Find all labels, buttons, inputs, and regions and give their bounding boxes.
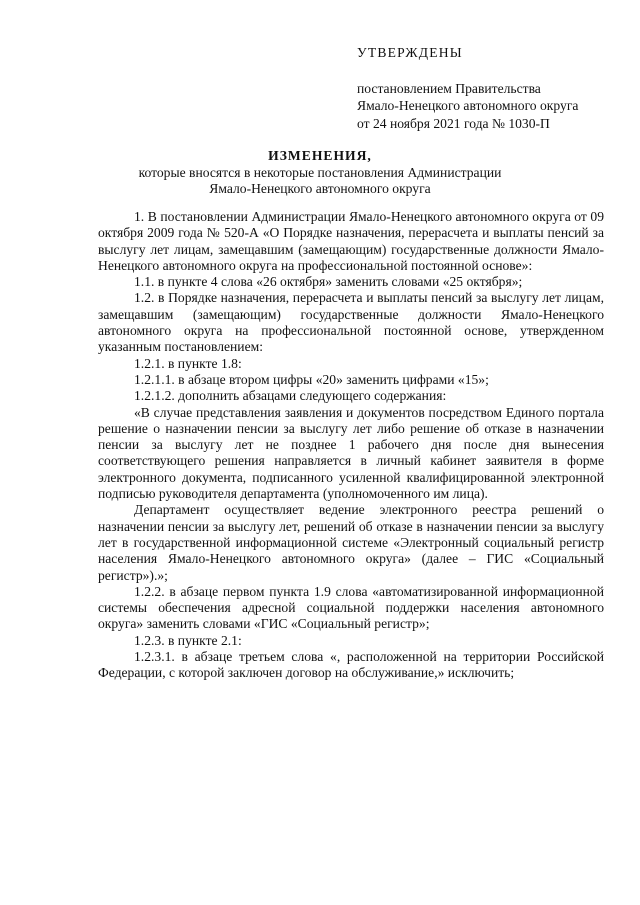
document-header bbox=[0, 148, 640, 198]
approval-line-3: от 24 ноября 2021 года № 1030-П bbox=[357, 115, 550, 131]
approval-title: УТВЕРЖДЕНЫ bbox=[357, 45, 463, 60]
approval-line-1: постановлением Правительства bbox=[357, 80, 541, 96]
approval-line-2: Ямало-Ненецкого автономного округа bbox=[357, 98, 579, 113]
paragraph-1-1: 1.1. в пункте 4 слова «26 октября» заменить словами «25 октября»; bbox=[134, 274, 523, 290]
quoted-paragraph-2: Департамент осуществляет ведение электронного реестра решений о назначении пенсии за выслугу лет, решений об отказе в назначении пенсии за выслугу лет в государственной информационной системе «Электронный социальный регистр населения Ямало-Ненецкого автономного округа» (далее – ГИС «Социальный регистр»).»; bbox=[98, 502, 604, 583]
document-subtitle-1: которые вносятся в некоторые постановления Администрации bbox=[138, 164, 502, 180]
paragraph-1-2-1: 1.2.1. в пункте 1.8: bbox=[134, 355, 242, 371]
document-body bbox=[98, 209, 604, 682]
document-subtitle-2: Ямало-Ненецкого автономного округа bbox=[209, 181, 431, 196]
paragraph-1: 1. В постановлении Администрации Ямало-Ненецкого автономного округа от 09 октября 2009 года № 520-А «О Порядке назначения, перерасчета и выплаты пенсий за выслугу лет лицам, замещавшим (замещающим) государственные должности Ямало-Ненецкого автономного округа на профессиональной постоянной основе»: bbox=[98, 209, 604, 273]
paragraph-1-2-1-2: 1.2.1.2. дополнить абзацами следующего содержания: bbox=[134, 388, 447, 404]
paragraph-1-2-3: 1.2.3. в пункте 2.1: bbox=[134, 632, 242, 648]
paragraph-1-2-2: 1.2.2. в абзаце первом пункта 1.9 слова «автоматизированной информационной системы обеспечения адресной социальной поддержки населения автономного округа» заменить словами «ГИС «Социальный регистр»; bbox=[98, 583, 604, 632]
paragraph-1-2-3-1: 1.2.3.1. в абзаце третьем слова «, расположенной на территории Российской Федерации, с которой заключен договор на обслуживание,» исключить; bbox=[98, 649, 604, 681]
quoted-paragraph-1: «В случае представления заявления и документов посредством Единого портала решение о назначении пенсии за выслугу лет либо решение об отказе в назначении пенсии за выслугу лет не позднее 1 рабочего дня после дня вынесения соответствующего решения направляется в личный кабинет заявителя в форме электронного документа, подписанного усиленной квалифицированной электронной подписью руководителя департамента (уполномоченного им лица). bbox=[98, 404, 604, 502]
approval-block bbox=[357, 44, 578, 132]
paragraph-1-2-1-1: 1.2.1.1. в абзаце втором цифры «20» заменить цифрами «15»; bbox=[134, 371, 489, 387]
document-title: ИЗМЕНЕНИЯ, bbox=[268, 148, 372, 163]
paragraph-1-2: 1.2. в Порядке назначения, перерасчета и выплаты пенсий за выслугу лет лицам, замещавшим (замещающим) государственные должности Ямало-Ненецкого автономного округа на профессиональной постоянной основе, утвержденном указанным постановлением: bbox=[98, 290, 604, 355]
